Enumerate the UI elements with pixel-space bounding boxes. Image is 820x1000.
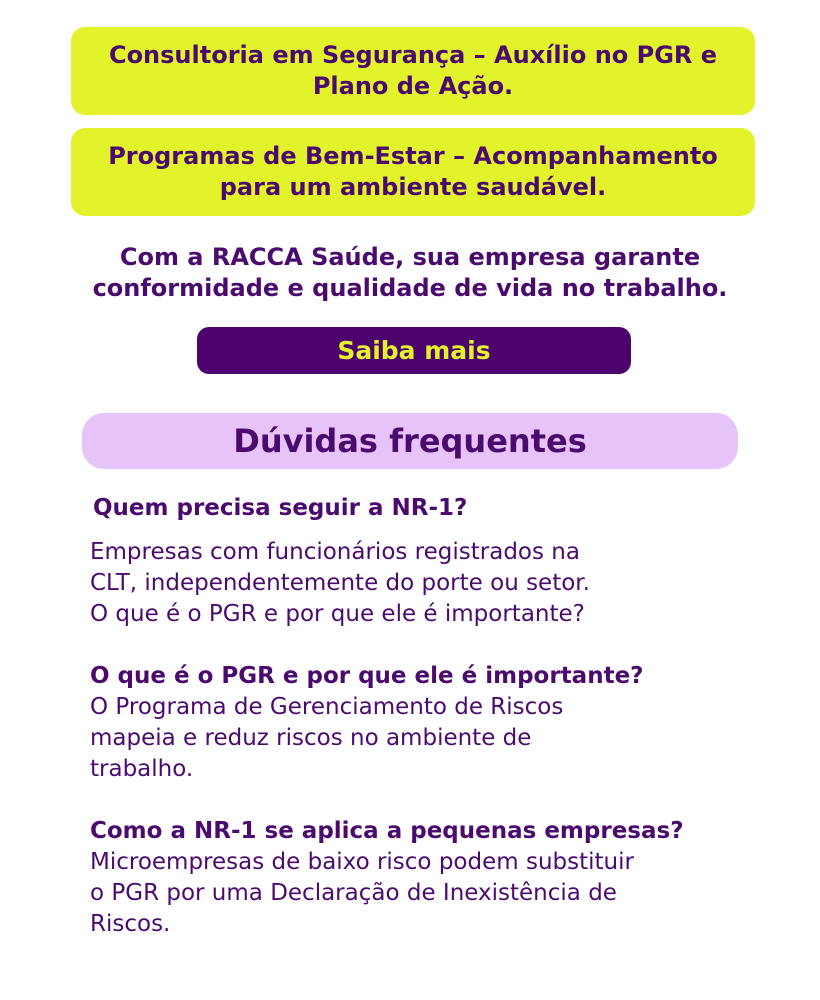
faq-answer-line: trabalho. — [90, 756, 194, 782]
service-card-text — [108, 141, 718, 203]
faq-answer — [90, 847, 770, 940]
tagline — [40, 242, 780, 304]
service-card-line: para um ambiente saudável. — [219, 173, 607, 201]
faq-answer — [90, 692, 770, 785]
faq-answer-line: Empresas com funcionários registrados na — [90, 539, 580, 565]
faq-answer-line: Riscos. — [90, 911, 171, 937]
service-card-line: Plano de Ação. — [312, 72, 514, 100]
faq-title: Dúvidas frequentes — [82, 413, 738, 469]
faq-answer-line: o PGR por uma Declaração de Inexistência de — [90, 880, 617, 906]
tagline-line: Com a RACCA Saúde, sua empresa garante — [119, 243, 701, 271]
faq-answer — [90, 537, 770, 630]
service-card-line: Consultoria em Segurança – Auxílio no PGR e — [108, 41, 718, 69]
saiba-mais-button[interactable]: Saiba mais — [197, 327, 631, 374]
faq-answer-line: Microempresas de baixo risco podem substituir — [90, 849, 634, 875]
faq-answer-line: CLT, independentemente do porte ou setor. — [90, 570, 590, 596]
service-card-text — [109, 40, 717, 102]
faq-question: O que é o PGR e por que ele é importante? — [90, 663, 644, 689]
service-card-bem-estar — [71, 128, 755, 216]
faq-question: Quem precisa seguir a NR-1? — [93, 495, 468, 521]
faq-answer-line: mapeia e reduz riscos no ambiente de — [90, 725, 532, 751]
faq-answer-line: O que é o PGR e por que ele é importante? — [90, 601, 585, 627]
service-card-consultoria — [71, 27, 755, 115]
service-card-line: Programas de Bem-Estar – Acompanhamento — [108, 142, 718, 170]
faq-question: Como a NR-1 se aplica a pequenas empresas? — [90, 818, 684, 844]
faq-answer-line: O Programa de Gerenciamento de Riscos — [90, 694, 564, 720]
tagline-line: conformidade e qualidade de vida no trabalho. — [92, 274, 728, 302]
